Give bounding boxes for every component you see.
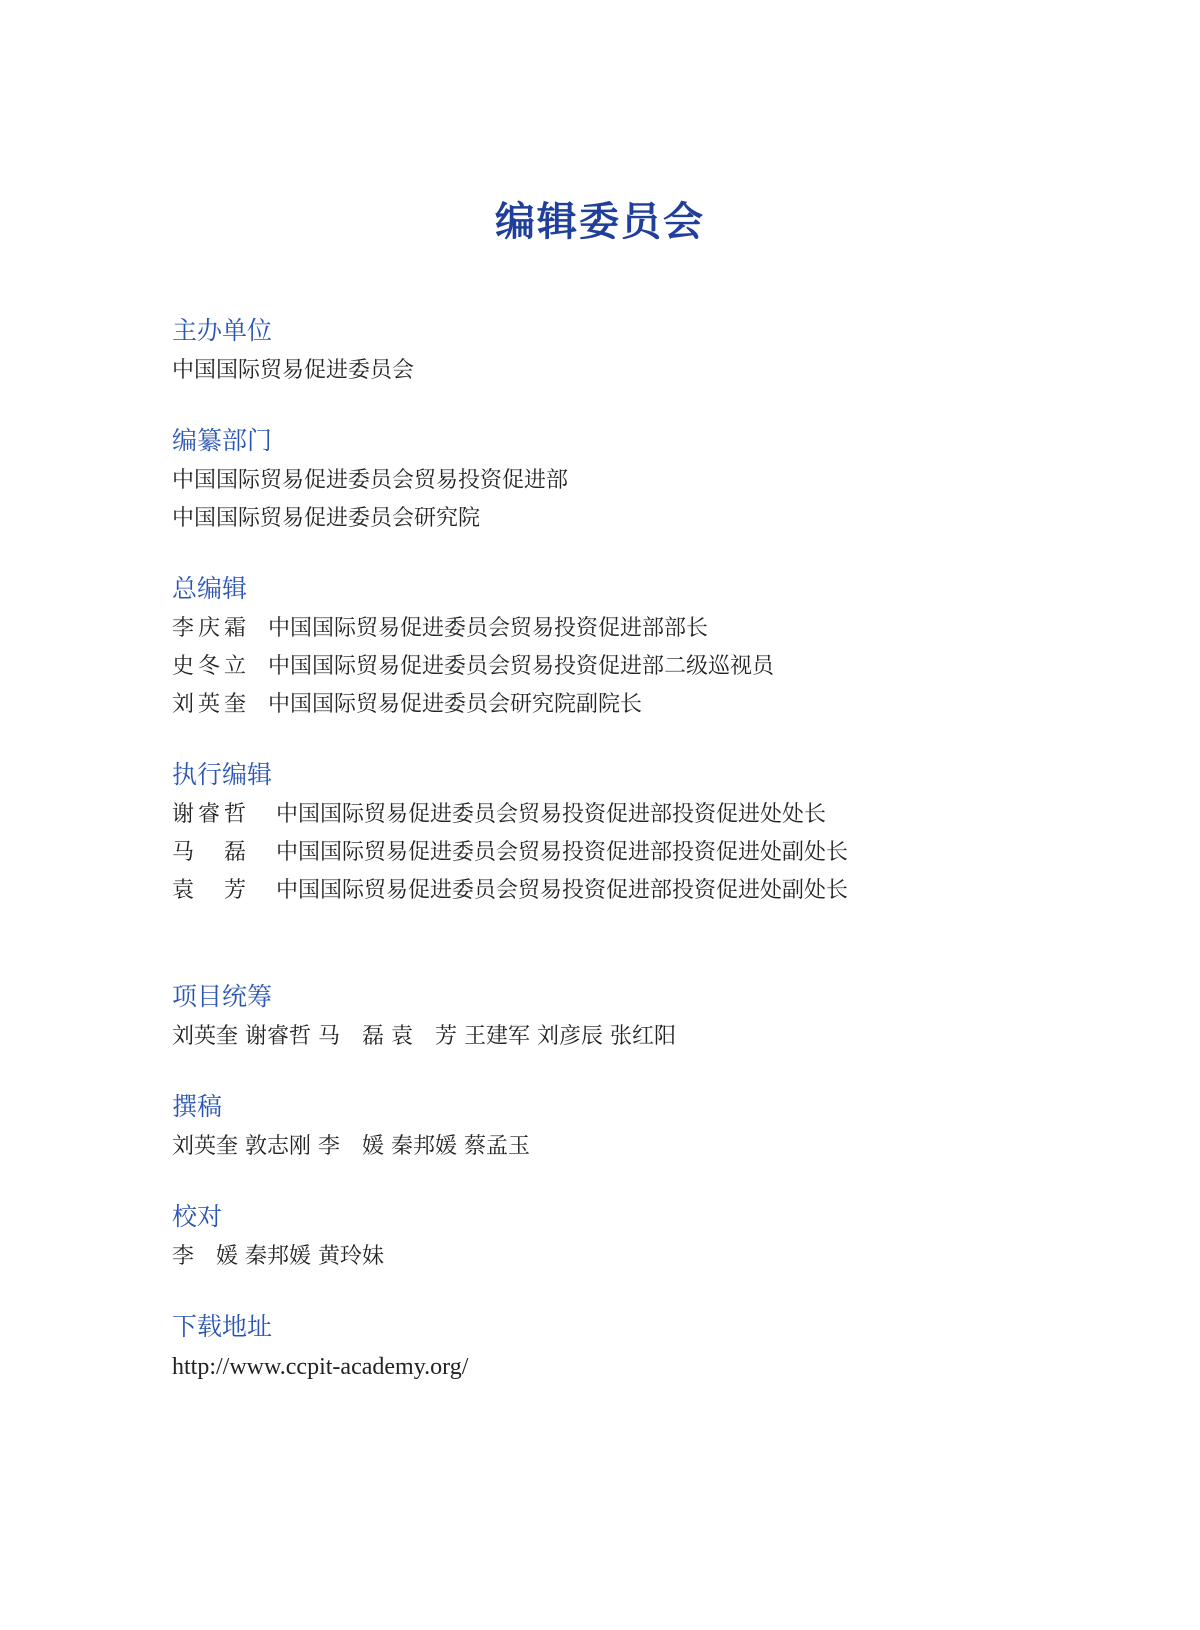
executive-editor-row xyxy=(172,796,1072,834)
section-heading-download: 下载地址 xyxy=(172,1312,273,1341)
page-title: 编辑委员会 xyxy=(495,199,705,245)
person-role: 中国国际贸易促进委员会贸易投资促进部投资促进处副处长 xyxy=(276,840,849,865)
executive-editor-row xyxy=(172,872,1072,910)
section-heading-writers: 撰稿 xyxy=(172,1092,223,1121)
section-heading-chief-editors: 总编辑 xyxy=(172,574,248,603)
person-name: 史冬立 xyxy=(172,654,251,679)
person-name: 刘英奎 xyxy=(172,692,251,717)
compiler-line: 中国国际贸易促进委员会贸易投资促进部 xyxy=(172,468,569,493)
person-name: 谢睿哲 xyxy=(172,802,251,827)
chief-editor-row xyxy=(172,686,1072,724)
chief-editor-row xyxy=(172,648,1072,686)
person-role: 中国国际贸易促进委员会研究院副院长 xyxy=(268,692,643,717)
section-compiler xyxy=(172,424,1072,538)
download-url-link[interactable]: http://www.ccpit-academy.org/ xyxy=(172,1354,469,1380)
section-heading-executive-editors: 执行编辑 xyxy=(172,760,273,789)
section-heading-sponsor: 主办单位 xyxy=(172,316,273,345)
section-coordination xyxy=(172,980,1072,1056)
executive-editor-row xyxy=(172,834,1072,872)
section-proofreading xyxy=(172,1200,1072,1276)
person-role: 中国国际贸易促进委员会贸易投资促进部部长 xyxy=(268,616,709,641)
section-heading-proofreading: 校对 xyxy=(172,1202,223,1231)
sponsor-line: 中国国际贸易促进委员会 xyxy=(172,358,415,383)
writers-names: 刘英奎 敦志刚 李 媛 秦邦媛 蔡孟玉 xyxy=(172,1134,530,1159)
compiler-line: 中国国际贸易促进委员会研究院 xyxy=(172,506,481,531)
person-role: 中国国际贸易促进委员会贸易投资促进部二级巡视员 xyxy=(268,654,775,679)
person-role: 中国国际贸易促进委员会贸易投资促进部投资促进处副处长 xyxy=(276,878,849,903)
section-executive-editors xyxy=(172,758,1072,910)
person-name: 李庆霜 xyxy=(172,616,251,641)
proofreading-names: 李 媛 秦邦媛 黄玲妹 xyxy=(172,1244,384,1269)
chief-editor-row xyxy=(172,610,1072,648)
section-heading-compiler: 编纂部门 xyxy=(172,426,273,455)
section-heading-coordination: 项目统筹 xyxy=(172,982,273,1011)
coordination-names: 刘英奎 谢睿哲 马 磊 袁 芳 王建军 刘彦辰 张红阳 xyxy=(172,1024,676,1049)
person-role: 中国国际贸易促进委员会贸易投资促进部投资促进处处长 xyxy=(276,802,827,827)
person-name: 马 磊 xyxy=(172,840,251,865)
section-writers xyxy=(172,1090,1072,1166)
person-name: 袁 芳 xyxy=(172,878,251,903)
section-chief-editors xyxy=(172,572,1072,724)
section-download xyxy=(172,1310,1072,1386)
section-sponsor xyxy=(172,314,1072,390)
